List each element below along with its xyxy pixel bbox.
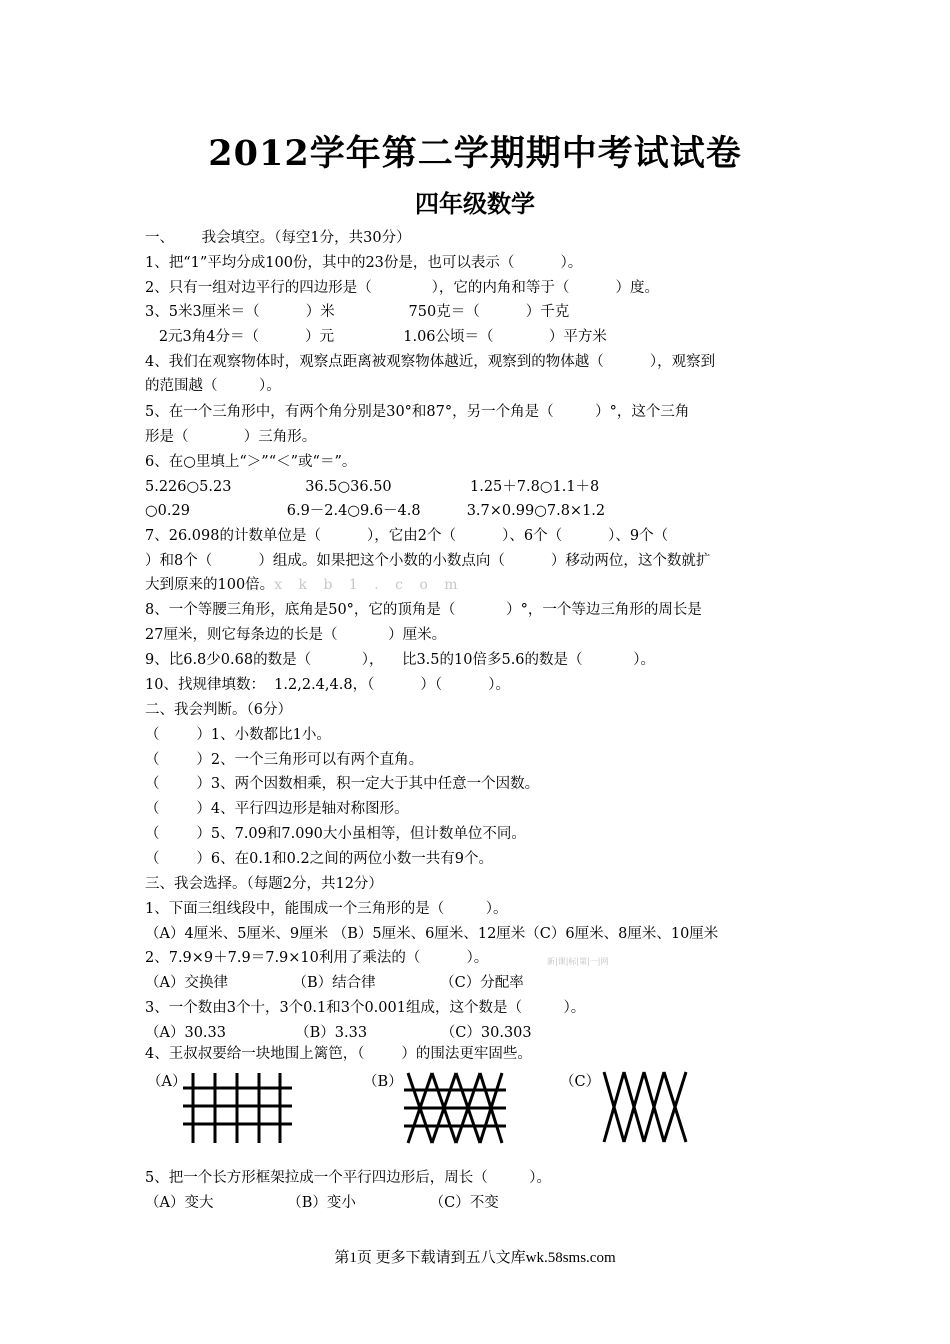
judge-5: （ ）5、7.09和7.090大小虽相等，但计数单位不同。: [145, 826, 526, 842]
figure-c-label: （C）: [560, 1074, 601, 1090]
question-1-2: 2、只有一组对边平行的四边形是（ ），它的内角和等于（ ）度。: [145, 280, 659, 296]
watermark-small: 新|课|标|第|一|网: [547, 957, 609, 966]
watermark: x k b 1 . c o m: [274, 577, 464, 593]
question-1-6-row2: ○0.29 6.9－2.4○9.6－4.8 3.7×0.99○7.8×1.2: [145, 503, 606, 519]
judge-3: （ ）3、两个因数相乘，积一定大于其中任意一个因数。: [145, 776, 540, 792]
choice-1-options: （A）4厘米、5厘米、9厘米 （B）5厘米、6厘米、12厘米（C）6厘米、8厘米、10厘米: [145, 926, 719, 942]
judge-2: （ ）2、一个三角形可以有两个直角。: [145, 752, 424, 768]
question-1-6-row1: 5.226○5.23 36.5○36.50 1.25＋7.8○1.1＋8: [145, 479, 600, 495]
choice-2: 2、7.9×9＋7.9＝7.9×10利用了乘法的（ ）。: [145, 950, 489, 966]
section-3-heading: 三、我会选择。（每题2分，共12分）: [145, 876, 383, 892]
question-1-5a: 5、在一个三角形中，有两个角分别是30°和87°，另一个角是（ ）°，这个三角: [145, 404, 690, 420]
question-1-3a: 3、5米3厘米＝（ ）米 750克＝（ ）千克: [145, 304, 570, 320]
choice-5-options: （A）变大 （B）变小 （C）不变: [145, 1195, 499, 1211]
fence-zigzag-figure: [596, 1068, 696, 1146]
question-1-7b: ）和8个（ ）组成。如果把这个小数的小数点向（ ）移动两位，这个数就扩: [145, 553, 711, 569]
question-1-7c: 大到原来的100倍。x k b 1 . c o m: [145, 577, 464, 593]
judge-6: （ ）6、在0.1和0.2之间的两位小数一共有9个。: [145, 851, 493, 867]
figure-b-label: （B）: [363, 1074, 403, 1090]
choice-3: 3、一个数由3个十，3个0.1和3个0.001组成，这个数是（ ）。: [145, 1000, 586, 1016]
question-1-3b: 2元3角4分＝（ ）元 1.06公顷＝（ ）平方米: [145, 329, 607, 345]
question-1-8a: 8、一个等腰三角形，底角是50°，它的顶角是（ ）°，一个等边三角形的周长是: [145, 602, 702, 618]
judge-4: （ ）4、平行四边形是轴对称图形。: [145, 801, 409, 817]
question-1-5b: 形是（ ）三角形。: [145, 429, 317, 445]
choice-5: 5、把一个长方形框架拉成一个平行四边形后，周长（ ）。: [145, 1170, 551, 1186]
fence-grid-figure: [180, 1068, 295, 1146]
page-footer: 第1页 更多下载请到五八文库wk.58sms.com: [334, 1250, 616, 1266]
question-1-4b: 的范围越（ ）。: [145, 378, 281, 394]
choice-4: 4、王叔叔要给一块地围上篱笆，（ ）的围法更牢固些。: [145, 1046, 532, 1062]
page-subtitle: 四年级数学: [415, 189, 535, 218]
section-2-heading: 二、我会判断。（6分）: [145, 702, 292, 718]
question-1-10: 10、找规律填数： 1.2,2.4,4.8，（ ）（ ）。: [145, 677, 510, 693]
judge-1: （ ）1、小数都比1小。: [145, 727, 331, 743]
section-1-heading: 一、 我会填空。（每空1分，共30分）: [145, 230, 411, 246]
figure-a-label: （A）: [147, 1074, 187, 1090]
question-1-4a: 4、我们在观察物体时，观察点距离被观察物体越近，观察到的物体越（ ），观察到: [145, 354, 716, 370]
question-1-6: 6、在○里填上“＞”“＜”或“＝”。: [145, 454, 357, 470]
question-1-9: 9、比6.8少0.68的数是（ ）， 比3.5的10倍多5.6的数是（ ）。: [145, 652, 655, 668]
question-1-8b: 27厘米，则它每条边的长是（ ）厘米。: [145, 627, 447, 643]
question-1-7a: 7、26.098的计数单位是（ ），它由2个（ ）、6个（ ）、9个（: [145, 528, 669, 544]
page-title: 2012学年第二学期期中考试试卷: [208, 133, 742, 174]
question-1-1: 1、把“1”平均分成100份，其中的23份是，也可以表示（ ）。: [145, 255, 583, 271]
choice-3-options: （A）30.33 （B）3.33 （C）30.303: [145, 1025, 532, 1041]
choice-2-options: （A）交换律 （B）结合律 （C）分配率: [145, 975, 524, 991]
fence-crossed-rail-figure: [398, 1068, 513, 1146]
choice-1: 1、下面三组线段中，能围成一个三角形的是（ ）。: [145, 901, 508, 917]
